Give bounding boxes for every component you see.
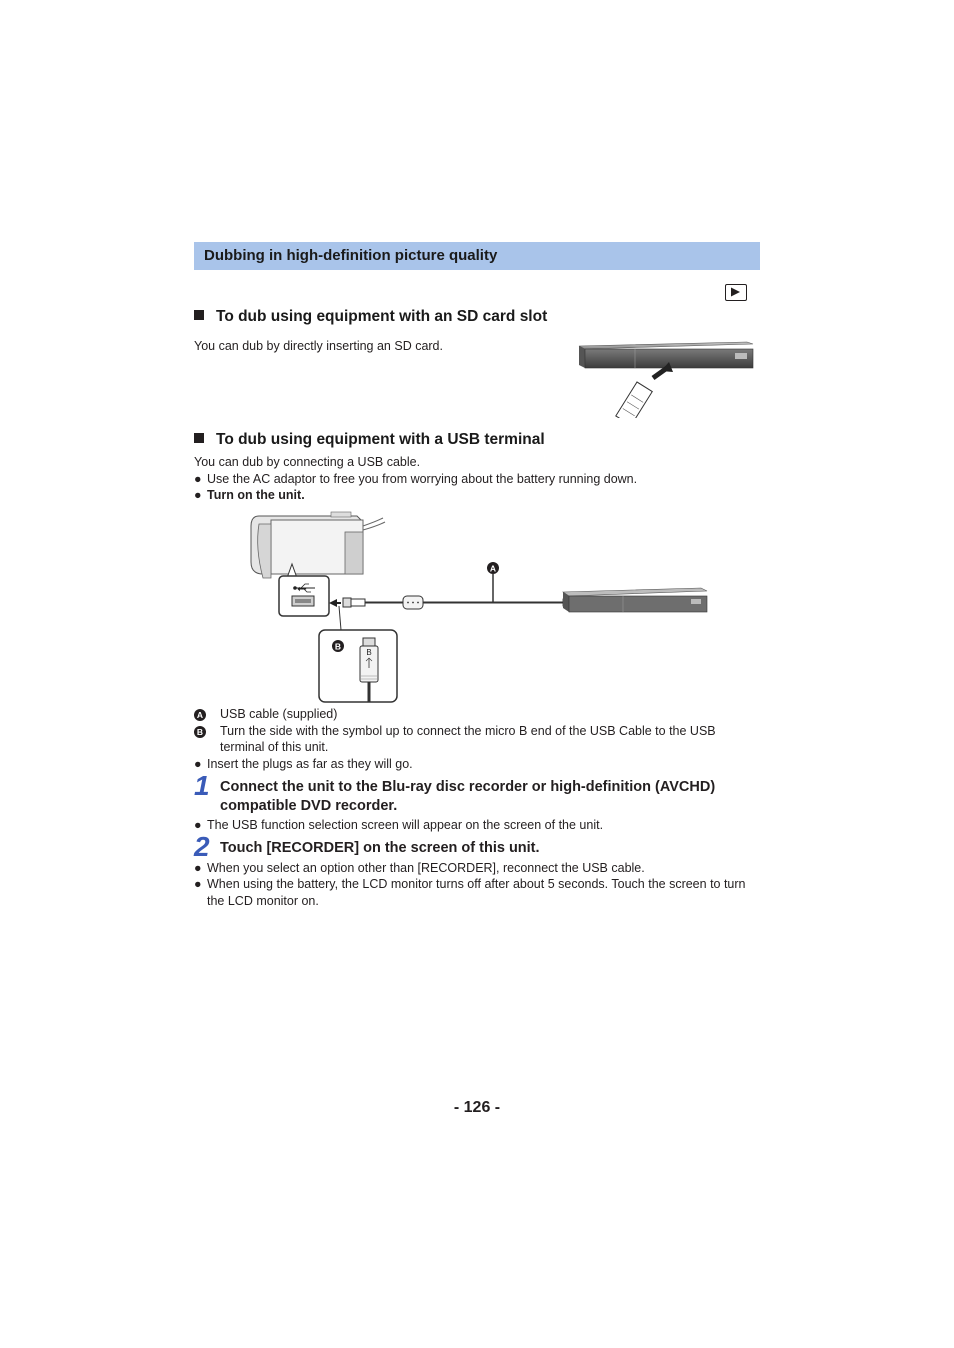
playback-icon [725,284,747,301]
usb-port-inset [279,576,329,616]
list-item [194,876,764,910]
bullet-text: Turn on the unit. [207,488,305,502]
sd-section-heading [194,308,547,326]
bullet-icon: ● [194,472,202,486]
bullet-icon: ● [194,861,202,875]
micro-b-plug-inset [319,606,397,702]
bullet-icon: ● [194,488,202,502]
label-a-marker: A [194,709,206,721]
list-item [194,471,760,488]
usb-connection-diagram [245,508,715,706]
sd-section-body: You can dub by directly inserting an SD card. [194,339,443,353]
recorder-sd-illustration [575,338,757,418]
bullet-text-continuation: the LCD monitor on. [207,894,319,908]
legend-b-text-line1: Turn the side with the symbol up to connect the micro B end of the USB Cable to the USB [220,724,716,738]
square-bullet-icon [194,310,204,320]
step-2-number: 2 [194,831,210,862]
bullet-icon: ● [194,757,202,771]
sd-heading-text: To dub using equipment with an SD card slot [216,308,548,325]
section-banner [194,242,760,270]
usb-section-heading [194,431,545,449]
svg-text:⭠: ⭠ [297,581,307,595]
bullet-icon: ● [194,818,202,832]
bluray-recorder-illustration [563,588,707,612]
camcorder-illustration [251,512,385,578]
bullet-text: Use the AC adaptor to free you from worrying about the battery running down. [207,472,638,486]
bullet-text: Insert the plugs as far as they will go. [207,757,413,771]
list-item [194,860,760,877]
list-item [194,817,760,834]
label-b-marker: B [334,641,342,652]
bullet-icon: ● [194,877,202,891]
bullet-text: When you select an option other than [RECORDER], reconnect the USB cable. [207,861,645,875]
list-item [194,756,760,773]
label-b-marker: B [194,726,206,738]
list-item [194,487,760,504]
legend-a-text: USB cable (supplied) [220,707,338,721]
bullet-text: When using the battery, the LCD monitor turns off after about 5 seconds. Touch the screen to turn [207,877,746,891]
square-bullet-icon [194,433,204,443]
usb-heading-text: To dub using equipment with a USB terminal [216,431,545,448]
legend-item-b [194,723,764,759]
usb-section-body: You can dub by connecting a USB cable. [194,455,421,469]
step-1-number: 1 [194,770,210,801]
page-number: - 126 - [453,1099,501,1116]
step-1-line2: compatible DVD recorder. [220,798,398,814]
legend-b-text-line2: terminal of this unit. [220,740,329,754]
plug-letter: B [366,648,372,657]
label-a-marker: A [489,563,497,574]
step-2-line1: Touch [RECORDER] on the screen of this unit. [220,840,540,856]
bullet-text: The USB function selection screen will appear on the screen of the unit. [207,818,604,832]
section-title: Dubbing in high-definition picture quality [204,247,498,264]
step-1-line1: Connect the unit to the Blu-ray disc recorder or high-definition (AVCHD) [220,779,716,795]
